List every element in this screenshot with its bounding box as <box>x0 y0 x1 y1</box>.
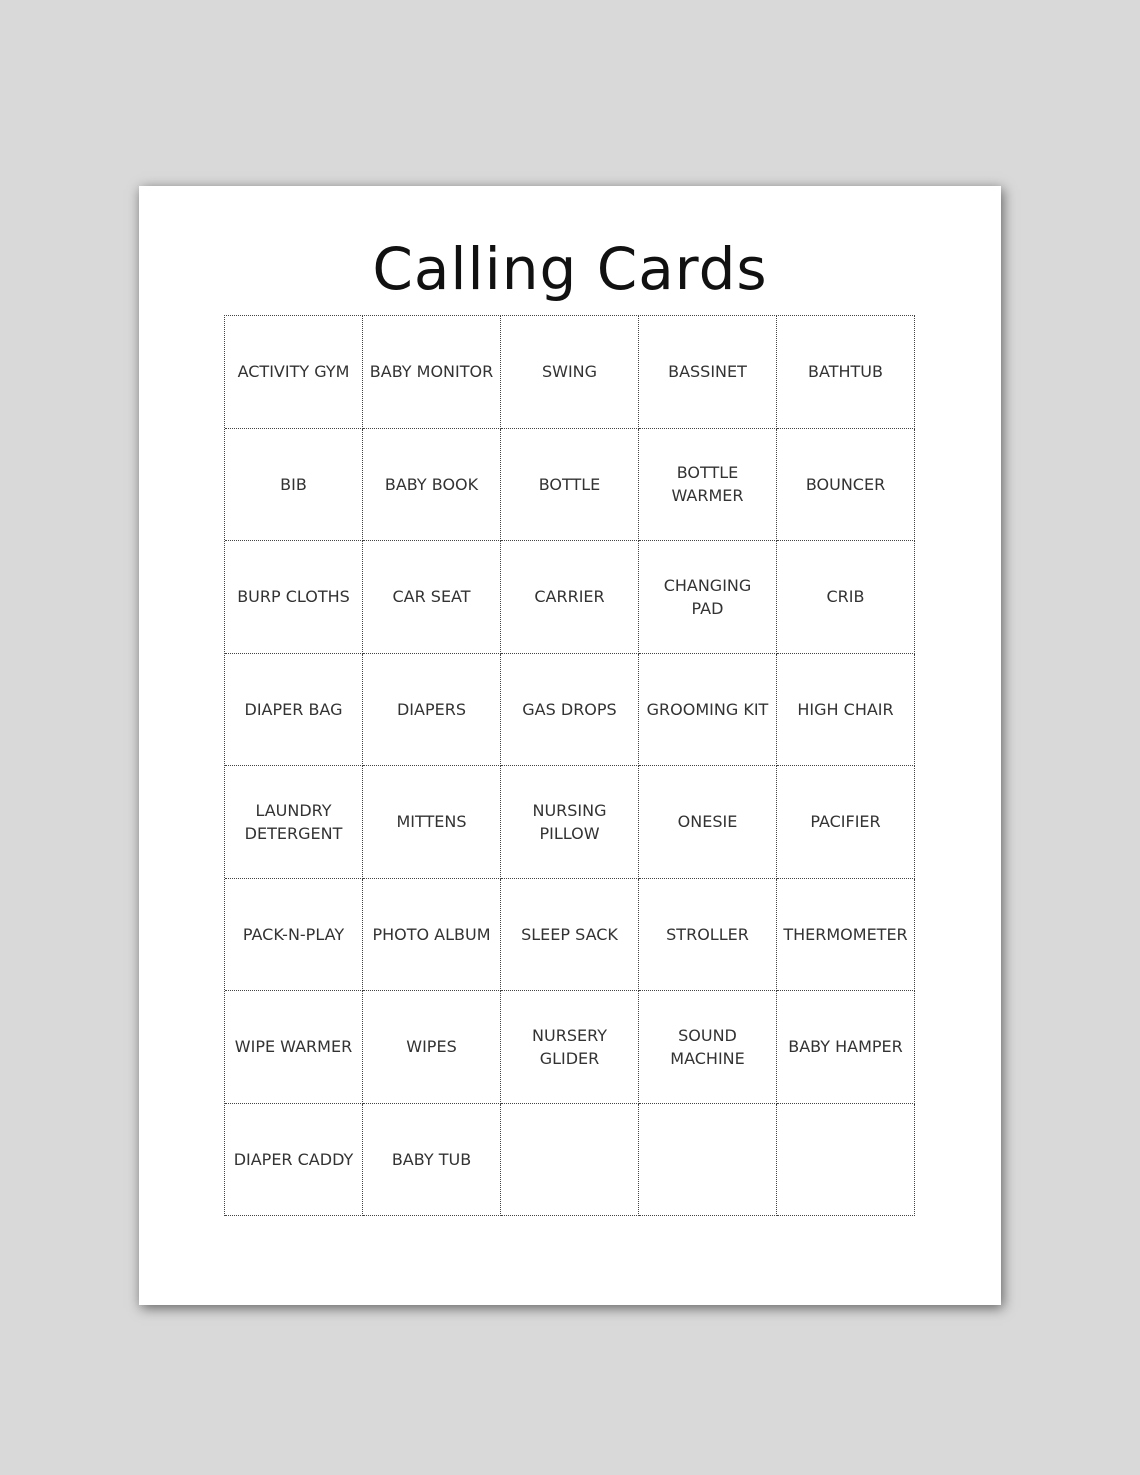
calling-card: BABY TUB <box>363 1104 501 1217</box>
calling-card-empty <box>501 1104 639 1217</box>
calling-card: PACIFIER <box>777 766 915 879</box>
calling-card: BURP CLOTHS <box>225 541 363 654</box>
page-title: Calling Cards <box>372 235 768 303</box>
calling-card: SOUND MACHINE <box>639 991 777 1104</box>
calling-card: LAUNDRY DETERGENT <box>225 766 363 879</box>
calling-card: BOTTLE <box>501 429 639 542</box>
calling-card: ACTIVITY GYM <box>225 316 363 429</box>
calling-cards-sheet <box>139 186 1001 1305</box>
calling-card: SLEEP SACK <box>501 879 639 992</box>
calling-card: NURSING PILLOW <box>501 766 639 879</box>
calling-card: DIAPER BAG <box>225 654 363 767</box>
calling-cards-grid <box>224 315 915 1216</box>
calling-card: BABY BOOK <box>363 429 501 542</box>
calling-card: GAS DROPS <box>501 654 639 767</box>
calling-card: PHOTO ALBUM <box>363 879 501 992</box>
calling-card-empty <box>639 1104 777 1217</box>
calling-card: SWING <box>501 316 639 429</box>
calling-card: BABY HAMPER <box>777 991 915 1104</box>
calling-card: PACK-N-PLAY <box>225 879 363 992</box>
calling-card: MITTENS <box>363 766 501 879</box>
calling-card: DIAPER CADDY <box>225 1104 363 1217</box>
calling-card: BOUNCER <box>777 429 915 542</box>
calling-card: ONESIE <box>639 766 777 879</box>
calling-card: HIGH CHAIR <box>777 654 915 767</box>
calling-card: BIB <box>225 429 363 542</box>
calling-card: GROOMING KIT <box>639 654 777 767</box>
calling-card: BOTTLE WARMER <box>639 429 777 542</box>
calling-card: STROLLER <box>639 879 777 992</box>
calling-card: NURSERY GLIDER <box>501 991 639 1104</box>
calling-card: WIPES <box>363 991 501 1104</box>
calling-card-empty <box>777 1104 915 1217</box>
calling-card: CHANGING PAD <box>639 541 777 654</box>
calling-card: BABY MONITOR <box>363 316 501 429</box>
calling-card: WIPE WARMER <box>225 991 363 1104</box>
calling-card: BATHTUB <box>777 316 915 429</box>
calling-card: CARRIER <box>501 541 639 654</box>
calling-card: BASSINET <box>639 316 777 429</box>
calling-card: THERMOMETER <box>777 879 915 992</box>
calling-card: CAR SEAT <box>363 541 501 654</box>
calling-card: DIAPERS <box>363 654 501 767</box>
calling-card: CRIB <box>777 541 915 654</box>
